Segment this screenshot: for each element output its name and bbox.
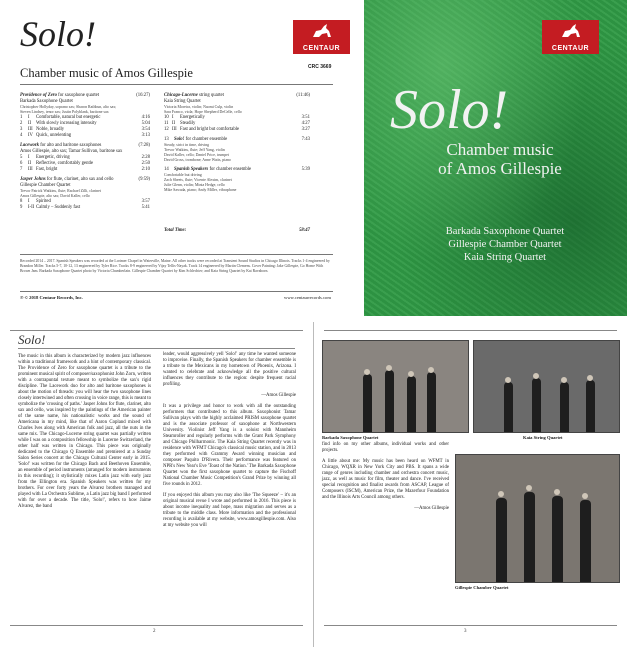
photo-caption: Barkada Saxophone Quartet: [322, 435, 379, 440]
performer-line: Julie Glenn, violin; Minta Hedge, cello: [164, 183, 225, 187]
track-duration: 2:10: [141, 167, 150, 172]
performer-line: Trevor Watkins, flute; Jeff Yang, violin: [164, 148, 225, 152]
track-title: Quick, unrelenting: [36, 133, 72, 138]
movement-numeral: IV: [28, 133, 33, 138]
work-title: Providence of Zero: [20, 93, 57, 98]
liner-notes-column-2: leader, would aggressively yell 'Solo!' any time he wanted someone to improvise. Finally, the Spanish Speakers for chamber ensemble is a tribute to the Mexicans in my hometown of Phoenix, Arizona. I wanted to celebrate and acknowledge all the positive cultural influences they contribute to the region: despite frequent racial profiling. —Amos Gillespie It was a privilege and honor to work with all the outstanding performers that contributed to this album. Saxophonist Tamar Sullivan plays with the highly acclaimed PRISM saxophone quartet and is the associate professor of saxophone at Northwestern University. Violinist Jeff Yang is a soloist with Mannheim Steamroller and regularly performs with the Grant Park Symphony and Chicago Philharmonic. The Kaia String Quartet recently was in residence with WFMT Chicago's classical music station, and in 2013 they performed with Grammy Award winning musician and composer Paquito D'Rivera. Their performance was featured on NPR's New Year's Eve 'Toast of the Nation.' The Barkada Saxophone Quartet won the first saxophone quartet to capture the Fischoff National Chamber Music Competition's Grand Prize by winning all five rounds in 2012. If you enjoyed this album you may also like 'The Squeeze' – it's an original musical revue I wrote and performed in 2016. This piece is about income inequality and hope, mass migration and serves as a tribute to the middle class. More information and the professional recording is available at my website, www.amosgillespie.com. Also at my website you will: [163, 352, 296, 528]
track-title: Reflective, comfortably gentle: [36, 161, 94, 166]
performer-line: Gillespie Chamber Quartet: [20, 183, 71, 188]
performer-line: Zach Sheets, flute; Vicente Alexim, clarinet: [164, 178, 232, 182]
album-title: Solo!: [20, 14, 96, 54]
track-duration: 3:54: [141, 127, 150, 132]
work-duration: (7:28): [138, 143, 150, 148]
divider: [20, 254, 333, 255]
track-row: [20, 133, 150, 139]
track-row: [164, 127, 310, 133]
track-duration: 4:27: [301, 121, 310, 126]
total-time-row: [164, 228, 310, 234]
track-title: Calmly – Suddenly fast: [36, 205, 81, 210]
performer-line: Victoria Moreira, violin; Naomi Culp, violin: [164, 105, 234, 109]
photo-caption: Kaia String Quartet: [523, 435, 563, 440]
liner-notes-column-1: The music in this album is characterized by modern jazz influences within a traditional framework and a hint of contemporary classical. The Providence of Zero for saxophone quartet is a tribute to the prominent musical spirit of composer/saxophonist John Zorn, written with a contrapuntal texture meant to symbolize the sax's rigid discipline. The Lacework duo for alto and baritone saxophones is about the motion of threads: you will hear the two saxophone lines closely intertwined and often crossing in voice range, this is meant to symbolize the 'crossing of paths.' Jasper Johns for flute, clarinet, alto sax and cello, was inspired by the paintings of the American painter of the same name, his nationalistic works and the sound of Americana in my mind, like that of Aaron Copland mixed with Charles Ives along with American folk and jazz, all the nuts in the same mix. The Chicago-Lucerne string quartet was partially written while I was on a composition fellowship in Lucerne Switzerland, the other half was written in Chicago. This piece was originally dedicated to the Chicago Q Ensemble and premiered at a Sunday Salon Series concert at the Chicago Cultural Center early in 2015. 'Solo!' was written for the Chicago Bach and Beethoven Ensemble, an ensemble of period instruments (arranged for modern instruments in this recording); it stylistically mixes Latin jazz with early jazz from the Ellington era. Spanish Speakers was written for my brothers. For over forty years the Alvarez brothers managed and played with La Orchestra Sublime, a Latin jazz big band I performed with for over a decade. The title, 'Solo!', refers to how Jaime Alvarez, the band: [18, 354, 151, 509]
tracklist-panel: [0, 0, 364, 316]
track-title: Fast and bright but comfortable: [180, 127, 240, 132]
performer-line: Steven Lindsey, tenor sax; Justin Polyblank, baritone sax: [20, 110, 109, 114]
album-cover: [364, 0, 627, 316]
website-link[interactable]: www.centaurrecords.com: [284, 295, 331, 300]
track-row: [20, 205, 150, 211]
track-number: 5: [20, 155, 23, 160]
ensemble-name: Gillespie Chamber Quartet: [448, 239, 562, 250]
performer-line: David Gross, trombone; Anne Watts, piano: [164, 158, 231, 162]
work-block: [20, 143, 150, 173]
total-time-value: 58:47: [299, 228, 310, 233]
page-border-top: [10, 330, 303, 331]
work-instrumentation: for chamber ensemble: [185, 137, 228, 142]
work-block: [164, 137, 310, 163]
inlay-sheet: [0, 0, 627, 316]
page-number: 3: [464, 629, 467, 634]
divider: [20, 291, 333, 292]
work-title: Spanish Speakers: [174, 167, 209, 172]
work-duration: (16:27): [136, 93, 150, 98]
performer-line: Kaia String Quartet: [164, 99, 201, 104]
performer-line: Amos Gillespie, alto sax; David Kaller, cello: [20, 194, 90, 198]
work-duration: 7:43: [301, 137, 310, 142]
track-number: 12: [164, 127, 169, 132]
work-duration: 5:39: [301, 167, 310, 172]
track-duration: 4:16: [141, 115, 150, 120]
track-number: 7: [20, 167, 23, 172]
divider: [18, 348, 295, 349]
gillespie-quartet-photo: [455, 454, 620, 583]
work-title: Solo!: [174, 137, 185, 142]
movement-numeral: III: [28, 167, 33, 172]
cover-ensembles: [390, 225, 620, 264]
page-border-top: [324, 330, 617, 331]
album-subtitle: Chamber music of Amos Gillespie: [20, 66, 193, 80]
work-duration: (9:59): [138, 177, 150, 182]
track-number: 2: [20, 121, 23, 126]
performer-line: David Kaller, cello; Daniel Price, trumpet: [164, 153, 229, 157]
track-number: 11: [164, 121, 169, 126]
track-duration: 3:57: [141, 199, 150, 204]
work-block: [164, 93, 310, 133]
track-duration: 2:28: [141, 155, 150, 160]
track-number: 6: [20, 161, 23, 166]
track-number: 9: [20, 205, 23, 210]
centaur-figure-icon: [558, 22, 584, 40]
work-duration: (11:46): [296, 93, 310, 98]
performer-line: Mike Sawada, piano; Andy Miller, vibraphone: [164, 188, 237, 192]
booklet-page-3: [314, 322, 627, 647]
track-number: 13: [164, 137, 169, 142]
movement-numeral: II: [28, 161, 32, 166]
barkada-quartet-photo: [322, 340, 469, 433]
track-duration: 3:27: [301, 127, 310, 132]
track-title: Spirited: [36, 199, 51, 204]
ensemble-name: Kaia String Quartet: [463, 252, 547, 263]
booklet-sheet: [0, 322, 627, 647]
work-instrumentation: for saxophone quartet: [58, 93, 100, 98]
page-heading: Solo!: [18, 332, 46, 347]
movement-numeral: III: [172, 127, 177, 132]
page-border-bottom: [324, 625, 617, 626]
movement-numeral: III: [28, 127, 33, 132]
booklet-page-2: [0, 322, 314, 647]
centaur-logo: CENTAUR: [293, 20, 350, 54]
track-title: Comfortable, natural but energetic: [36, 115, 101, 120]
track-duration: 5:41: [141, 205, 150, 210]
signature: —Amos Gillespie: [414, 506, 449, 511]
work-block: [164, 167, 310, 193]
movement-numeral: I-II: [28, 205, 35, 210]
tracklist-column-left: [20, 89, 150, 211]
track-title: Noble, broadly: [36, 127, 65, 132]
centaur-figure-icon: [309, 22, 335, 40]
track-title: With slowly increasing intensity: [36, 121, 97, 126]
total-time-label: Total Time:: [164, 228, 187, 233]
work-block: [20, 93, 150, 139]
work-instrumentation: for flute, clarinet, alto sax and cello: [46, 177, 114, 182]
track-number: 14: [164, 167, 169, 172]
track-number: 4: [20, 133, 23, 138]
track-title: Energetically: [180, 115, 205, 120]
kaia-quartet-photo: [473, 340, 620, 433]
track-number: 10: [164, 115, 169, 120]
track-row: [20, 167, 150, 173]
track-number: 3: [20, 127, 23, 132]
work-title: Chicago-Lucerne: [164, 93, 198, 98]
liner-notes-column-3: find info on my other albums, individual works and other projects. A little about me: My music has been heard on WFMT in Chicago, WQXR in New York City and PBS. It spans a wide range of genres including chamber and orchestra concert music, jazz, as well as music for film, theater and dance. I've received special recognition and finalist awards from ASCAP, League of Composers (ISCM), American Prize, the Mazerfour Foundation and the Illinois Arts Council among others. —Amos Gillespie: [322, 442, 449, 511]
track-number: 8: [20, 199, 23, 204]
track-title: Energetic, driving: [36, 155, 70, 160]
tracklist-column-right: [164, 89, 310, 193]
cover-subtitle: Chamber music of Amos Gillespie: [438, 140, 562, 178]
performer-line: Christopher Hollyday, soprano sax; Sharon Rathbun, alto sax;: [20, 105, 117, 109]
signature: —Amos Gillespie: [261, 393, 296, 398]
centaur-logo: CENTAUR: [542, 20, 599, 54]
track-duration: 3:13: [141, 133, 150, 138]
photo-caption: Gillespie Chamber Quartet: [455, 585, 509, 590]
track-number: 1: [20, 115, 23, 120]
page-number: 2: [153, 629, 156, 634]
track-duration: 5:04: [141, 121, 150, 126]
track-duration: 3:51: [301, 115, 310, 120]
movement-numeral: I: [28, 155, 30, 160]
page-border-bottom: [10, 625, 303, 626]
movement-numeral: I: [28, 115, 30, 120]
track-title: Fast, bright: [36, 167, 58, 172]
recording-credits: Recorded 2014 – 2017. Spanish Speakers was recorded at the Lorimer Chapel in Waterville, Maine. All other tracks were recorded at Transient Sound Studios in Chicago Illinois. Tracks 1-4 engineered by Brandon Miller. Tracks 5-7, 10-12, 13 engineered by Tyler Rice. Tracks 8-9 engineered by Vijay Tellis-Nayak. Track 14 engineered by Martin Clemens. Cover Painting: Jake Gillespie, Go Home With Brown Jam. Barkada Saxophone Quartet photo by Victoria Chamberlain. Gillespie Chamber Quartet by Kim Schlechter; and Kaia String Quartet by Kat Ravaborn.: [20, 259, 330, 273]
work-instrumentation: for alto and baritone saxophones: [40, 143, 102, 148]
movement-numeral: I: [28, 199, 30, 204]
performer-line: Comfortable but driving: [164, 173, 202, 177]
movement-numeral: II: [28, 121, 32, 126]
cover-title: Solo!: [390, 79, 509, 141]
track-title: Steadily: [180, 121, 196, 126]
performer-line: Amos Gillespie, alto sax; Tamar Sullivan, baritone sax: [20, 149, 123, 154]
copyright-notice: ℗ © 2018 Centaur Records, Inc.: [20, 295, 83, 300]
track-duration: 2:50: [141, 161, 150, 166]
movement-numeral: II: [172, 121, 176, 126]
work-instrumentation: for chamber ensemble: [209, 167, 252, 172]
performer-line: Barkada Saxophone Quartet: [20, 99, 73, 104]
ensemble-name: Barkada Saxophone Quartet: [445, 226, 565, 237]
catalog-number: CRC 3669: [308, 64, 332, 70]
work-title: Lacework: [20, 143, 40, 148]
performer-line: Steady, strict in time, driving: [164, 143, 210, 147]
work-title: Jasper Johns: [20, 177, 46, 182]
performer-line: Sara Franco, viola; Hope Shepherd DeCelle, cello: [164, 110, 242, 114]
movement-numeral: I: [172, 115, 174, 120]
performer-line: Trevor Patrick Watkins, flute; Rachael Zilli, clarinet: [20, 189, 101, 193]
divider: [20, 84, 333, 85]
work-block: [20, 177, 150, 211]
work-instrumentation: string quartet: [199, 93, 224, 98]
